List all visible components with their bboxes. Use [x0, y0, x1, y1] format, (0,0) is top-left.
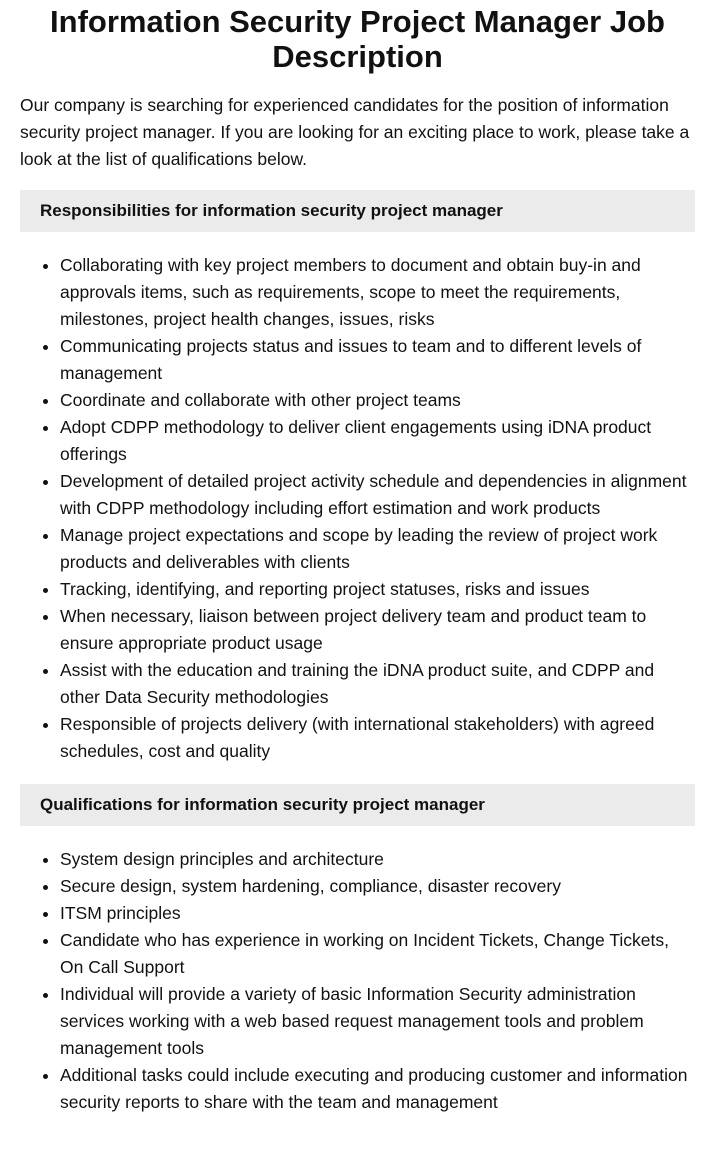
list-item: • Additional tasks could include executing and producing customer and information security reports to share with the team and management: [60, 1062, 695, 1116]
qualifications-heading: Qualifications for information security project manager: [20, 784, 695, 826]
list-item: • Manage project expectations and scope by leading the review of project work products and deliverables with clients: [60, 522, 695, 576]
responsibilities-list: [20, 252, 695, 765]
list-item: • ITSM principles: [60, 900, 695, 927]
list-item: • Collaborating with key project members to document and obtain buy-in and approvals items, such as requirements, scope to meet the requirements, milestones, project health changes, issues, risks: [60, 252, 695, 333]
list-item: • Secure design, system hardening, compliance, disaster recovery: [60, 873, 695, 900]
list-item: • Responsible of projects delivery (with international stakeholders) with agreed schedules, cost and quality: [60, 711, 695, 765]
page-title: Information Security Project Manager Job Description: [50, 4, 665, 74]
list-item: • Development of detailed project activity schedule and dependencies in alignment with CDPP methodology including effort estimation and work products: [60, 468, 695, 522]
list-item: • Adopt CDPP methodology to deliver client engagements using iDNA product offerings: [60, 414, 695, 468]
list-item: • Individual will provide a variety of basic Information Security administration services working with a web based request management tools and problem management tools: [60, 981, 695, 1062]
list-item: • Candidate who has experience in working on Incident Tickets, Change Tickets, On Call Support: [60, 927, 695, 981]
list-item: • System design principles and architecture: [60, 846, 695, 873]
list-item: • Assist with the education and training the iDNA product suite, and CDPP and other Data Security methodologies: [60, 657, 695, 711]
responsibilities-heading: Responsibilities for information security project manager: [20, 190, 695, 232]
list-item: • Communicating projects status and issues to team and to different levels of management: [60, 333, 695, 387]
intro-paragraph: Our company is searching for experienced candidates for the position of information security project manager. If you are looking for an exciting place to work, please take a look at the list of qualifications below.: [20, 95, 690, 169]
list-item: • Coordinate and collaborate with other project teams: [60, 387, 695, 414]
list-item: • Tracking, identifying, and reporting project statuses, risks and issues: [60, 576, 695, 603]
list-item: • When necessary, liaison between project delivery team and product team to ensure appropriate product usage: [60, 603, 695, 657]
qualifications-list: [20, 846, 695, 1116]
